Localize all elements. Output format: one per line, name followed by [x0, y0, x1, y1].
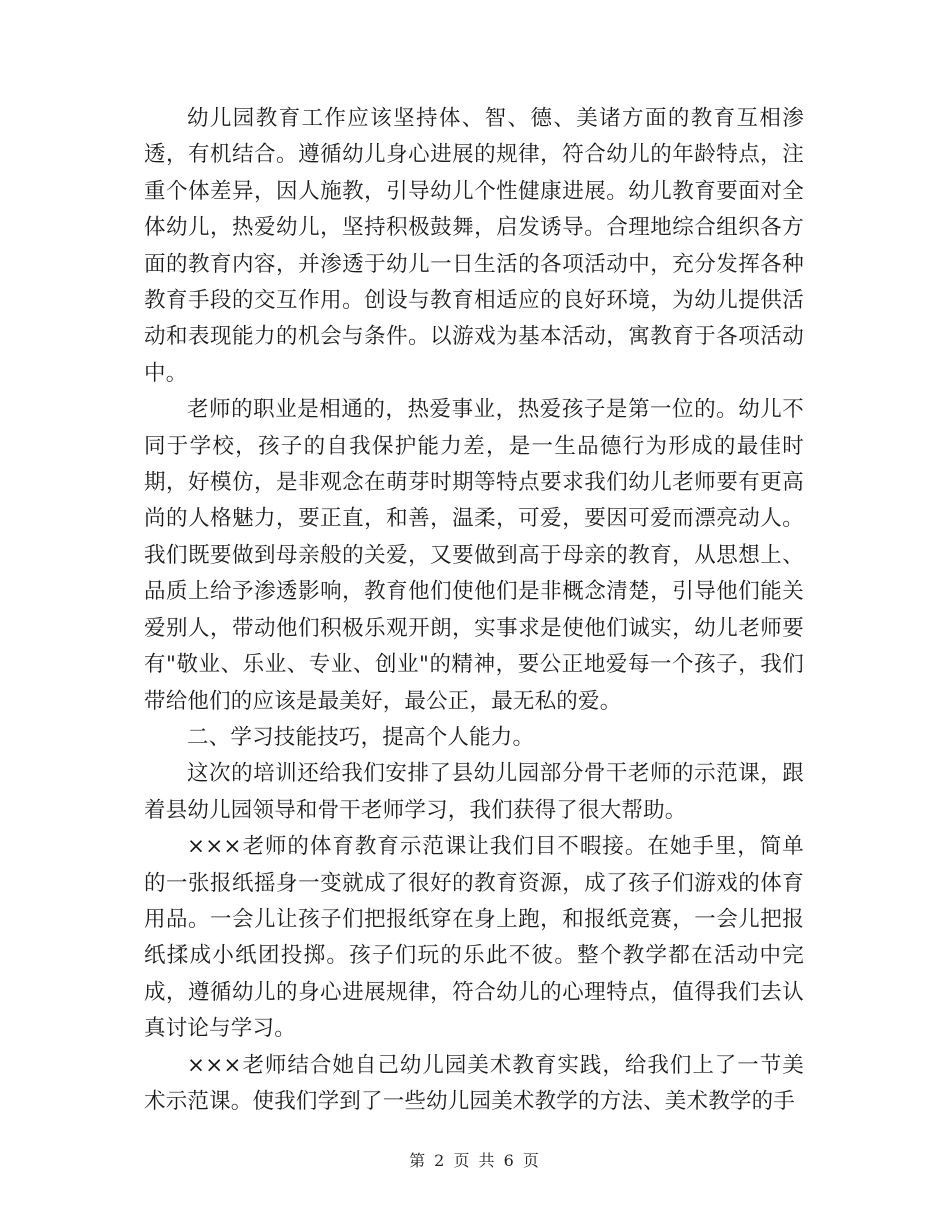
document-body: [144, 101, 804, 1120]
section-heading: 二、学习技能技巧，提高个人能力。: [187, 724, 535, 750]
paragraph-1: 幼儿园教育工作应该坚持体、智、德、美诸方面的教育互相渗透，有机结合。遵循幼儿身心进展的规律，符合幼儿的年龄特点，注重个体差异，因人施教，引导幼儿个性健康进展。幼儿教育要面对全体幼儿，热爱幼儿，坚持积极鼓舞，启发诱导。合理地综合组织各方面的教育内容，并渗透于幼儿一日生活的各项活动中，充分发挥各种教育手段的交互作用。创设与教育相适应的良好环境，为幼儿提供活动和表现能力的机会与条件。以游戏为基本活动，寓教育于各项活动中。: [144, 106, 804, 386]
paragraph-2: 老师的职业是相通的，热爱事业，热爱孩子是第一位的。幼儿不同于学校，孩子的自我保护能力差，是一生品德行为形成的最佳时期，好模仿，是非观念在萌芽时期等特点要求我们幼儿老师要有更高尚的人格魅力，要正直，和善，温柔，可爱，要因可爱而漂亮动人。我们既要做到母亲般的关爱，又要做到高于母亲的教育，从思想上、品质上给予渗透影响，教育他们使他们是非概念清楚，引导他们能关爱别人，带动他们积极乐观开朗，实事求是使他们诚实，幼儿老师要有"敬业、乐业、专业、创业"的精神，要公正地爱每一个孩子，我们带给他们的应该是最美好，最公正，最无私的爱。: [144, 397, 804, 714]
paragraph-5: ×××老师结合她自己幼儿园美术教育实践，给我们上了一节美术示范课。使我们学到了一些幼儿园美术教学的方法、美术教学的手: [144, 1052, 804, 1114]
paragraph-3: 这次的培训还给我们安排了县幼儿园部分骨干老师的示范课，跟着县幼儿园领导和骨干老师学习，我们获得了很大帮助。: [144, 761, 804, 823]
paragraph-4: ×××老师的体育教育示范课让我们目不暇接。在她手里，简单的一张报纸摇身一变就成了很好的教育资源，成了孩子们游戏的体育用品。一会儿让孩子们把报纸穿在身上跑，和报纸竞赛，一会儿把报纸揉成小纸团投掷。孩子们玩的乐此不彼。整个教学都在活动中完成，遵循幼儿的身心进展规律，符合幼儿的心理特点，值得我们去认真讨论与学习。: [144, 834, 804, 1042]
page-footer: 第 2 页 共 6 页: [409, 1151, 541, 1170]
